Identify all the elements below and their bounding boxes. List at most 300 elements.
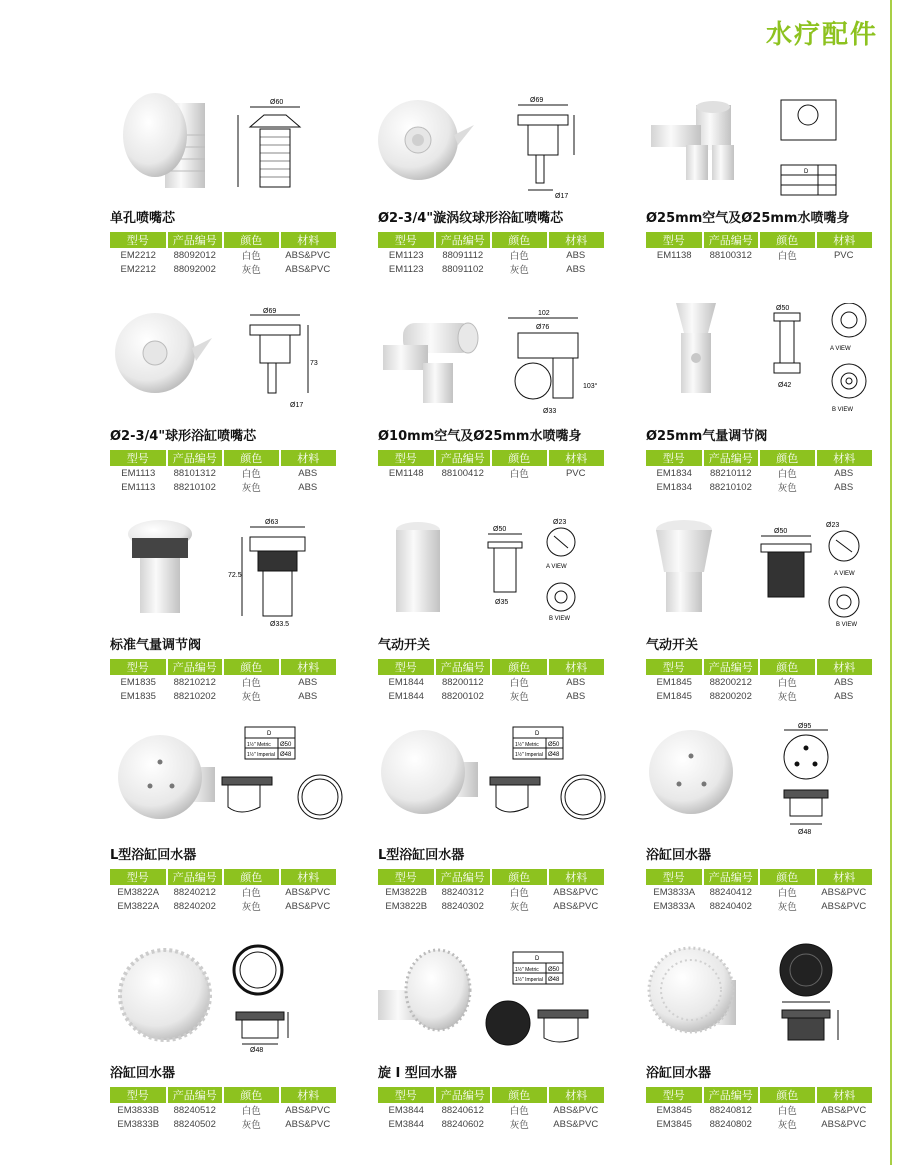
table-cell: 88240312	[441, 886, 484, 898]
product-card	[110, 512, 375, 722]
col-code: 产品编号	[435, 659, 492, 675]
col-material: 材料	[816, 869, 873, 885]
table-cell: 白色	[509, 251, 529, 262]
table-cell: EM3833B	[117, 1104, 160, 1116]
table-cell: EM3833A	[653, 900, 696, 912]
table-row	[110, 1103, 336, 1117]
table-cell: 88240612	[441, 1104, 484, 1116]
dt-row: 1½" Metric	[247, 742, 271, 748]
col-model: 型号	[110, 1087, 167, 1103]
technical-drawing	[110, 303, 375, 418]
product-card	[110, 940, 375, 1150]
table-cell: 灰色	[241, 902, 261, 913]
col-color: 颜色	[223, 1087, 280, 1103]
col-model: 型号	[646, 659, 703, 675]
spec-table	[378, 1087, 604, 1131]
table-cell: EM1148	[388, 467, 424, 479]
table-cell: EM1138	[656, 249, 692, 261]
table-row	[110, 480, 336, 494]
table-cell: 白色	[509, 888, 529, 899]
col-model: 型号	[110, 450, 167, 466]
table-cell: EM3833A	[653, 886, 696, 898]
table-cell: ABS	[834, 481, 854, 493]
product-name: 旋 I 型回水器	[378, 1066, 457, 1081]
table-cell: ABS&PVC	[821, 900, 867, 912]
table-cell: 白色	[777, 678, 797, 689]
table-cell: 88240412	[709, 886, 752, 898]
product-name: 单孔喷嘴芯	[110, 211, 176, 226]
table-row	[378, 262, 604, 276]
col-color: 颜色	[759, 1087, 816, 1103]
table-cell: ABS	[566, 263, 586, 275]
table-row	[110, 675, 336, 689]
table-cell: ABS&PVC	[285, 249, 331, 261]
product-card	[646, 722, 900, 932]
table-cell: EM1845	[656, 690, 692, 702]
table-cell: ABS	[566, 676, 586, 688]
table-cell: 灰色	[509, 902, 529, 913]
col-code: 产品编号	[703, 659, 760, 675]
product-card	[378, 85, 643, 295]
product-name: Ø2-3/4"球形浴缸喷嘴芯	[110, 429, 257, 444]
col-color: 颜色	[759, 869, 816, 885]
spec-table	[378, 659, 604, 703]
product-card	[646, 940, 900, 1150]
product-card	[646, 512, 900, 722]
col-model: 型号	[378, 869, 435, 885]
spec-table	[646, 450, 872, 494]
product-name: L型浴缸回水器	[110, 848, 197, 863]
technical-drawing	[646, 85, 900, 200]
dt-head: D	[535, 731, 540, 737]
dt-head: D	[535, 956, 540, 962]
table-cell: 88210102	[173, 481, 216, 493]
table-cell: 88210212	[173, 676, 216, 688]
product-name: 浴缸回水器	[646, 1066, 712, 1081]
table-cell: ABS	[834, 676, 854, 688]
table-row	[110, 1117, 336, 1131]
col-model: 型号	[378, 450, 435, 466]
table-row	[378, 675, 604, 689]
col-color: 颜色	[759, 450, 816, 466]
table-cell: 灰色	[777, 1120, 797, 1131]
col-material: 材料	[548, 659, 605, 675]
table-cell: 88091102	[441, 263, 484, 275]
table-cell: 白色	[777, 251, 797, 262]
table-cell: 白色	[777, 469, 797, 480]
view-label: B VIEW	[832, 407, 854, 413]
table-cell: ABS	[566, 249, 586, 261]
col-code: 产品编号	[435, 232, 492, 248]
col-material: 材料	[280, 232, 337, 248]
table-cell: ABS	[298, 676, 318, 688]
table-cell: EM3845	[656, 1104, 692, 1116]
technical-drawing	[378, 85, 643, 200]
table-cell: EM3822B	[385, 900, 428, 912]
col-model: 型号	[646, 1087, 703, 1103]
col-material: 材料	[280, 1087, 337, 1103]
table-cell: EM3844	[388, 1118, 424, 1130]
table-cell: 88200102	[441, 690, 484, 702]
table-cell: ABS	[298, 467, 318, 479]
table-cell: EM1844	[388, 676, 424, 688]
table-cell: ABS	[298, 481, 318, 493]
col-material: 材料	[816, 659, 873, 675]
table-cell: 88092012	[173, 249, 216, 261]
technical-drawing	[110, 512, 375, 627]
table-row	[110, 689, 336, 703]
table-cell: ABS&PVC	[285, 886, 331, 898]
dim-label: 103°	[583, 383, 598, 390]
table-cell: EM3844	[388, 1104, 424, 1116]
col-model: 型号	[646, 232, 703, 248]
table-cell: 灰色	[509, 265, 529, 276]
table-row	[646, 480, 872, 494]
table-cell: ABS&PVC	[553, 886, 599, 898]
col-material: 材料	[548, 450, 605, 466]
spec-table	[110, 232, 336, 276]
col-color: 颜色	[223, 232, 280, 248]
col-color: 颜色	[491, 450, 548, 466]
product-name: Ø25mm空气及Ø25mm水喷嘴身	[646, 211, 850, 226]
technical-drawing	[646, 303, 900, 418]
dim-label: Ø69	[263, 308, 277, 315]
col-code: 产品编号	[435, 869, 492, 885]
col-code: 产品编号	[703, 450, 760, 466]
dt-row: 1½" Metric	[515, 967, 539, 973]
col-code: 产品编号	[167, 869, 224, 885]
view-label: B VIEW	[836, 622, 858, 627]
col-code: 产品编号	[167, 659, 224, 675]
technical-drawing	[378, 722, 643, 837]
table-cell: 白色	[241, 469, 261, 480]
dim-label: Ø95	[798, 723, 812, 730]
col-color: 颜色	[491, 1087, 548, 1103]
table-row	[378, 248, 604, 262]
table-row	[110, 899, 336, 913]
col-material: 材料	[548, 869, 605, 885]
view-label: A VIEW	[830, 346, 851, 352]
table-cell: ABS&PVC	[285, 263, 331, 275]
spec-table	[110, 659, 336, 703]
spec-table	[378, 869, 604, 913]
col-model: 型号	[110, 232, 167, 248]
dim-label: Ø17	[290, 402, 304, 409]
col-code: 产品编号	[435, 1087, 492, 1103]
spec-table	[378, 450, 604, 480]
table-cell: PVC	[565, 467, 586, 479]
table-cell: 88092002	[173, 263, 216, 275]
dim-label: Ø69	[530, 97, 544, 104]
product-card	[378, 512, 643, 722]
table-row	[646, 675, 872, 689]
dim-label: Ø42	[778, 382, 792, 389]
col-material: 材料	[280, 659, 337, 675]
table-cell: 白色	[241, 251, 261, 262]
table-cell: EM2212	[120, 263, 156, 275]
technical-drawing	[646, 940, 900, 1055]
table-cell: 白色	[241, 678, 261, 689]
col-model: 型号	[378, 232, 435, 248]
col-code: 产品编号	[435, 450, 492, 466]
product-name: 浴缸回水器	[646, 848, 712, 863]
table-row	[378, 885, 604, 899]
dim-label: Ø35	[495, 599, 509, 606]
dt-value: Ø48	[548, 752, 560, 758]
col-color: 颜色	[759, 659, 816, 675]
table-cell: 88091112	[442, 249, 484, 261]
table-cell: 88240212	[173, 886, 216, 898]
table-cell: EM1844	[388, 690, 424, 702]
table-cell: ABS&PVC	[821, 1118, 867, 1130]
dim-label: Ø50	[774, 528, 788, 535]
table-row	[110, 248, 336, 262]
table-row	[646, 1103, 872, 1117]
dt-value: Ø50	[280, 742, 292, 748]
spec-table	[110, 1087, 336, 1131]
col-color: 颜色	[223, 869, 280, 885]
spec-table	[646, 659, 872, 703]
dt-value: Ø50	[548, 967, 560, 973]
product-name: 浴缸回水器	[110, 1066, 176, 1081]
col-material: 材料	[816, 232, 873, 248]
col-color: 颜色	[223, 659, 280, 675]
table-row	[646, 885, 872, 899]
table-cell: 白色	[509, 469, 529, 480]
table-cell: EM1845	[656, 676, 692, 688]
table-cell: ABS	[298, 690, 318, 702]
technical-drawing	[378, 940, 643, 1055]
col-material: 材料	[548, 1087, 605, 1103]
table-cell: ABS&PVC	[553, 1118, 599, 1130]
table-cell: 白色	[777, 1106, 797, 1117]
col-color: 颜色	[491, 659, 548, 675]
product-card	[378, 940, 643, 1150]
table-cell: 88101312	[173, 467, 216, 479]
col-material: 材料	[816, 450, 873, 466]
technical-drawing	[110, 85, 375, 200]
table-row	[646, 689, 872, 703]
table-cell: EM2212	[120, 249, 156, 261]
dt-row: 1½" Metric	[515, 742, 539, 748]
product-name: 标准气量调节阀	[110, 638, 202, 653]
table-row	[110, 262, 336, 276]
dim-label: Ø76	[536, 324, 550, 331]
technical-drawing	[646, 722, 900, 837]
dim-label: Ø33.5	[270, 621, 290, 627]
col-code: 产品编号	[703, 232, 760, 248]
table-row	[378, 899, 604, 913]
table-cell: 88240512	[173, 1104, 216, 1116]
product-card	[646, 303, 900, 513]
dt-row: 1½" Imperial	[247, 752, 275, 758]
dt-row: 1½" Imperial	[515, 752, 543, 758]
col-code: 产品编号	[167, 232, 224, 248]
table-cell: 灰色	[777, 483, 797, 494]
dt-value: Ø48	[548, 977, 560, 983]
spec-table	[378, 232, 604, 276]
dim-label: 72.5	[228, 572, 242, 579]
table-row	[378, 1103, 604, 1117]
table-cell: EM1113	[121, 467, 156, 479]
col-material: 材料	[548, 232, 605, 248]
table-cell: 灰色	[777, 692, 797, 703]
col-model: 型号	[378, 659, 435, 675]
table-cell: ABS&PVC	[553, 1104, 599, 1116]
dim-label: Ø48	[798, 829, 812, 836]
table-cell: 88200112	[441, 676, 484, 688]
dt-value: Ø48	[280, 752, 292, 758]
technical-drawing	[110, 722, 375, 837]
table-cell: 88240802	[709, 1118, 752, 1130]
col-model: 型号	[110, 869, 167, 885]
table-cell: 灰色	[241, 692, 261, 703]
table-cell: ABS	[834, 690, 854, 702]
table-cell: EM1835	[120, 690, 156, 702]
table-cell: 白色	[777, 888, 797, 899]
col-color: 颜色	[223, 450, 280, 466]
dt-value: Ø50	[548, 742, 560, 748]
table-cell: ABS&PVC	[285, 1118, 331, 1130]
table-cell: ABS	[834, 467, 854, 479]
col-color: 颜色	[759, 232, 816, 248]
table-cell: 88240302	[441, 900, 484, 912]
col-material: 材料	[280, 869, 337, 885]
table-row	[378, 689, 604, 703]
technical-drawing	[646, 512, 900, 627]
table-cell: 88210202	[173, 690, 216, 702]
table-cell: ABS	[566, 690, 586, 702]
table-cell: EM1113	[121, 481, 156, 493]
table-cell: ABS&PVC	[821, 1104, 867, 1116]
dim-label: Ø50	[776, 305, 790, 312]
table-cell: 88200212	[709, 676, 752, 688]
dim-label: Ø23	[826, 522, 840, 529]
product-card	[378, 722, 643, 932]
table-cell: 88100312	[709, 249, 752, 261]
col-code: 产品编号	[703, 1087, 760, 1103]
table-cell: 88200202	[709, 690, 752, 702]
table-cell: 88210102	[709, 481, 752, 493]
product-card	[110, 303, 375, 513]
table-cell: 灰色	[509, 1120, 529, 1131]
table-cell: ABS&PVC	[553, 900, 599, 912]
table-row	[110, 885, 336, 899]
col-code: 产品编号	[703, 869, 760, 885]
table-cell: 白色	[509, 678, 529, 689]
product-name: L型浴缸回水器	[378, 848, 465, 863]
table-cell: EM1834	[656, 467, 692, 479]
table-cell: EM1834	[656, 481, 692, 493]
col-material: 材料	[280, 450, 337, 466]
table-cell: EM3822A	[117, 900, 160, 912]
table-cell: EM3822A	[117, 886, 160, 898]
technical-drawing	[378, 303, 643, 418]
col-color: 颜色	[491, 869, 548, 885]
dim-label: Ø50	[493, 526, 507, 533]
table-cell: ABS&PVC	[285, 900, 331, 912]
spec-table	[646, 1087, 872, 1131]
table-cell: EM3822B	[385, 886, 428, 898]
col-model: 型号	[110, 659, 167, 675]
table-row	[378, 1117, 604, 1131]
dim-label: Ø17	[555, 193, 569, 200]
table-row	[646, 1117, 872, 1131]
product-card	[110, 85, 375, 295]
view-label: B VIEW	[549, 616, 571, 622]
table-row	[646, 899, 872, 913]
table-row	[646, 466, 872, 480]
col-code: 产品编号	[167, 450, 224, 466]
product-card	[646, 85, 900, 295]
dim-label: Ø33	[543, 408, 557, 415]
view-label: A VIEW	[834, 571, 855, 577]
col-model: 型号	[646, 450, 703, 466]
dim-label: Ø23	[553, 519, 567, 526]
dt-row: 1½" Imperial	[515, 977, 543, 983]
product-card	[378, 303, 643, 513]
table-cell: 88240602	[441, 1118, 484, 1130]
spec-table	[110, 869, 336, 913]
table-cell: 88240202	[173, 900, 216, 912]
table-cell: 88240502	[173, 1118, 216, 1130]
table-cell: 白色	[241, 1106, 261, 1117]
table-cell: ABS&PVC	[821, 886, 867, 898]
table-cell: EM1123	[388, 263, 424, 275]
col-material: 材料	[816, 1087, 873, 1103]
table-cell: 白色	[241, 888, 261, 899]
table-cell: 88210112	[709, 467, 752, 479]
table-cell: EM1123	[388, 249, 424, 261]
dim-label: Ø60	[270, 99, 284, 106]
product-card	[110, 722, 375, 932]
col-color: 颜色	[491, 232, 548, 248]
table-cell: 白色	[509, 1106, 529, 1117]
table-cell: EM3845	[656, 1118, 692, 1130]
col-model: 型号	[378, 1087, 435, 1103]
table-row	[378, 466, 604, 480]
table-cell: 88240402	[709, 900, 752, 912]
table-row	[646, 248, 872, 262]
table-cell: ABS&PVC	[285, 1104, 331, 1116]
dt-head: D	[804, 169, 809, 175]
table-cell: 灰色	[241, 265, 261, 276]
table-cell: 灰色	[241, 1120, 261, 1131]
table-cell: 灰色	[509, 692, 529, 703]
spec-table	[110, 450, 336, 494]
col-model: 型号	[646, 869, 703, 885]
table-cell: PVC	[833, 249, 854, 261]
dim-label: 73	[310, 360, 318, 367]
product-name: Ø2-3/4"漩涡纹球形浴缸喷嘴芯	[378, 211, 564, 226]
dim-label: Ø63	[265, 519, 279, 526]
table-cell: 灰色	[777, 902, 797, 913]
dim-label: 102	[538, 310, 550, 317]
table-row	[110, 466, 336, 480]
spec-table	[646, 869, 872, 913]
table-cell: 灰色	[241, 483, 261, 494]
spec-table	[646, 232, 872, 262]
product-name: Ø25mm气量调节阀	[646, 429, 768, 444]
table-cell: 88100412	[441, 467, 484, 479]
technical-drawing	[378, 512, 643, 627]
product-name: Ø10mm空气及Ø25mm水喷嘴身	[378, 429, 582, 444]
product-name: 气动开关	[646, 638, 699, 653]
table-cell: EM1835	[120, 676, 156, 688]
col-code: 产品编号	[167, 1087, 224, 1103]
dim-label: Ø48	[250, 1047, 264, 1054]
technical-drawing	[110, 940, 375, 1055]
